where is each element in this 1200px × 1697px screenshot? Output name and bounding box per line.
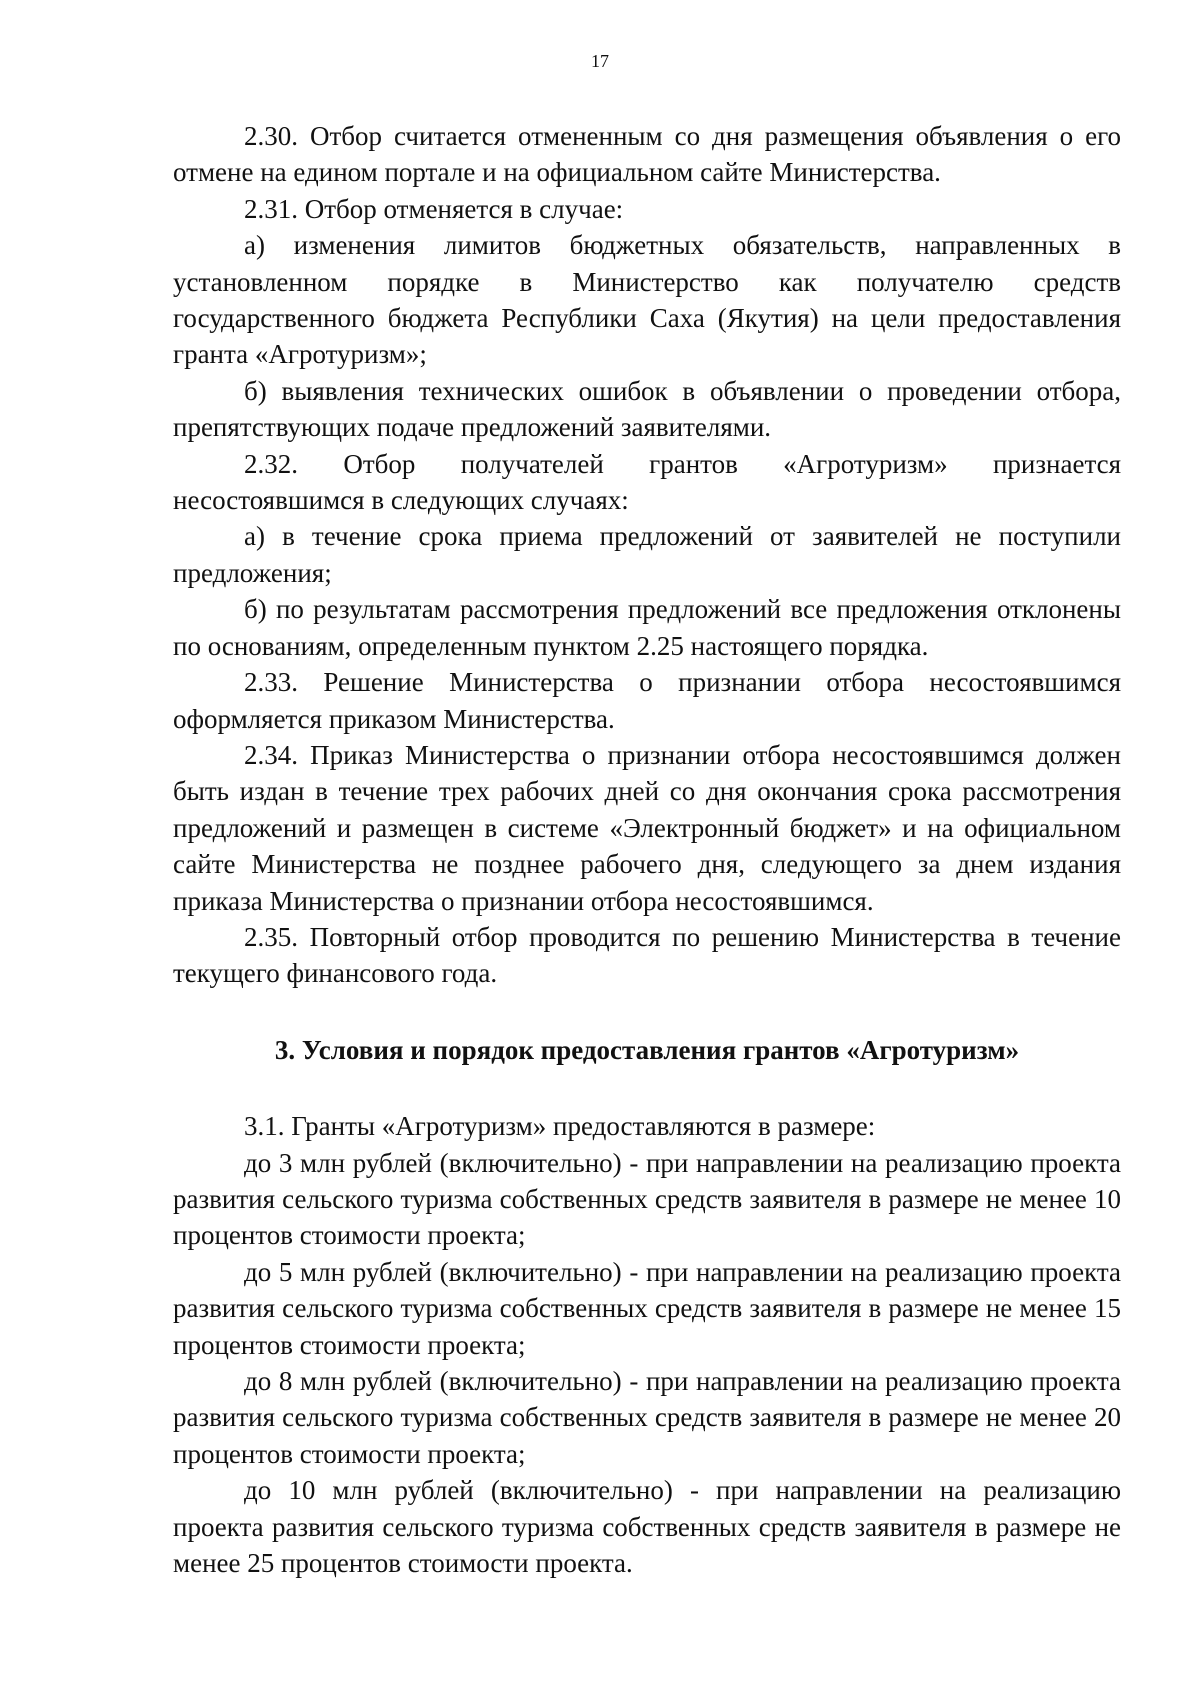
paragraph-2-32-a: а) в течение срока приема предложений от заявителей не поступили предложения; [173, 521, 1121, 588]
paragraph-3-1-tier-10mln: до 10 млн рублей (включительно) - при направлении на реализацию проекта развития сельского туризма собственных средств заявителя в размере не менее 25 процентов стоимости проекта. [173, 1475, 1121, 1579]
paragraph-3-1-tier-5mln: до 5 млн рублей (включительно) - при направлении на реализацию проекта развития сельского туризма собственных средств заявителя в размере не менее 15 процентов стоимости проекта; [173, 1256, 1121, 1360]
paragraph-3-1: 3.1. Гранты «Агротуризм» предоставляются в размере: [244, 1111, 876, 1142]
section-3-heading: 3. Условия и порядок предоставления грантов «Агротуризм» [274, 1034, 1020, 1065]
paragraph-3-1-tier-3mln: до 3 млн рублей (включительно) - при направлении на реализацию проекта развития сельского туризма собственных средств заявителя в размере не менее 10 процентов стоимости проекта; [173, 1147, 1121, 1251]
paragraph-2-31-a: а) изменения лимитов бюджетных обязательств, направленных в установленном порядке в Министерство как получателю средств государственного бюджета Республики Саха (Якутия) на цели предоставления гранта «Агротуризм»; [173, 230, 1121, 370]
paragraph-2-31: 2.31. Отбор отменяется в случае: [244, 193, 624, 224]
paragraph-2-33: 2.33. Решение Министерства о признании отбора несостоявшимся оформляется приказом Министерства. [173, 667, 1121, 734]
paragraph-2-30: 2.30. Отбор считается отмененным со дня размещения объявления о его отмене на едином портале и на официальном сайте Министерства. [173, 121, 1121, 188]
paragraph-2-32: 2.32. Отбор получателей грантов «Агротуризм» признается несостоявшимся в следующих случаях: [173, 448, 1121, 516]
paragraph-3-1-tier-8mln: до 8 млн рублей (включительно) - при направлении на реализацию проекта развития сельского туризма собственных средств заявителя в размере не менее 20 процентов стоимости проекта; [173, 1366, 1121, 1469]
paragraph-2-35: 2.35. Повторный отбор проводится по решению Министерства в течение текущего финансового года. [173, 921, 1121, 989]
page-number: 17 [591, 51, 609, 71]
paragraph-2-31-b: б) выявления технических ошибок в объявлении о проведении отбора, препятствующих подаче предложений заявителями. [173, 375, 1121, 443]
paragraph-2-34: 2.34. Приказ Министерства о признании отбора несостоявшимся должен быть издан в течение трех рабочих дней со дня окончания срока рассмотрения предложений и размещен в системе «Электронный бюджет» и на официальном сайте Министерства не позднее рабочего дня, следующего за днем издания приказа Министерства о признании отбора несостоявшимся. [173, 739, 1121, 916]
document-body [173, 118, 1121, 1581]
paragraph-2-32-b: б) по результатам рассмотрения предложений все предложения отклонены по основаниям, определенным пунктом 2.25 настоящего порядка. [173, 594, 1121, 661]
